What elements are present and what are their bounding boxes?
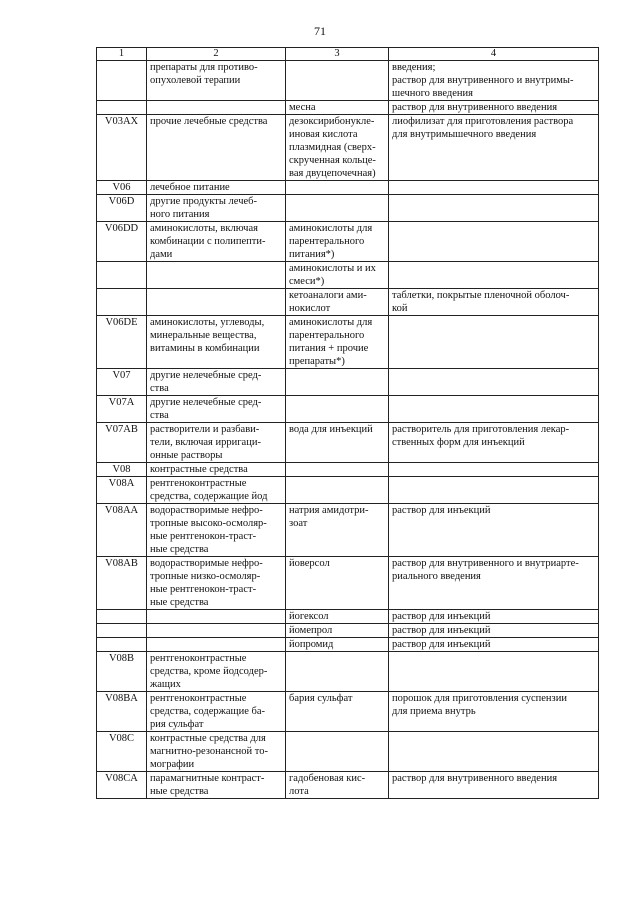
table-row	[97, 732, 599, 772]
cell-group	[147, 610, 286, 624]
cell-substance	[286, 652, 389, 692]
cell-group: аминокислоты, углеводы, минеральные вещества, витамины в комбинации	[147, 316, 286, 369]
cell-group: другие нелечебные сред- ства	[147, 396, 286, 423]
table-row	[97, 316, 599, 369]
cell-group	[147, 262, 286, 289]
cell-substance	[286, 61, 389, 101]
cell-form: раствор для инъекций	[389, 504, 599, 557]
cell-form	[389, 262, 599, 289]
table-row	[97, 262, 599, 289]
cell-group: водорастворимые нефро- тропные низко-осмоляр- ные рентгенокон-траст- ные средства	[147, 557, 286, 610]
cell-code: V06D	[97, 195, 147, 222]
cell-code: V06DE	[97, 316, 147, 369]
table-row	[97, 610, 599, 624]
cell-substance: бария сульфат	[286, 692, 389, 732]
cell-code: V07A	[97, 396, 147, 423]
table-row	[97, 624, 599, 638]
cell-code	[97, 638, 147, 652]
cell-group: рентгеноконтрастные средства, содержащие йод	[147, 477, 286, 504]
cell-form: таблетки, покрытые пленочной оболоч- кой	[389, 289, 599, 316]
cell-form	[389, 732, 599, 772]
cell-code: V03AX	[97, 115, 147, 181]
cell-group: другие нелечебные сред- ства	[147, 369, 286, 396]
cell-form: раствор для инъекций	[389, 624, 599, 638]
cell-form	[389, 316, 599, 369]
cell-substance: дезоксирибонукле- иновая кислота плазмидная (сверх- скрученная кольце- вая двуцепочечная)	[286, 115, 389, 181]
cell-substance: аминокислоты для парентерального питания*)	[286, 222, 389, 262]
table-row	[97, 772, 599, 799]
cell-code	[97, 101, 147, 115]
cell-substance: йоверсол	[286, 557, 389, 610]
table-row	[97, 181, 599, 195]
cell-form: растворитель для приготовления лекар- ственных форм для инъекций	[389, 423, 599, 463]
cell-group	[147, 624, 286, 638]
column-header-1: 1	[97, 48, 147, 61]
cell-code: V08AB	[97, 557, 147, 610]
cell-substance: йогексол	[286, 610, 389, 624]
cell-group: препараты для противо- опухолевой терапии	[147, 61, 286, 101]
cell-group	[147, 638, 286, 652]
cell-substance	[286, 181, 389, 195]
cell-group: парамагнитные контраст- ные средства	[147, 772, 286, 799]
table-row	[97, 396, 599, 423]
cell-form	[389, 652, 599, 692]
cell-group: другие продукты лечеб- ного питания	[147, 195, 286, 222]
cell-substance: аминокислоты и их смеси*)	[286, 262, 389, 289]
table-row	[97, 195, 599, 222]
cell-code: V08C	[97, 732, 147, 772]
cell-form: введения; раствор для внутривенного и внутримы- шечного введения	[389, 61, 599, 101]
cell-form: лиофилизат для приготовления раствора для внутримышечного введения	[389, 115, 599, 181]
table-row	[97, 222, 599, 262]
table-row	[97, 652, 599, 692]
cell-group: рентгеноконтрастные средства, содержащие ба- рия сульфат	[147, 692, 286, 732]
cell-form	[389, 369, 599, 396]
cell-group: водорастворимые нефро- тропные высоко-осмоляр- ные рентгенокон-траст- ные средства	[147, 504, 286, 557]
cell-substance	[286, 369, 389, 396]
cell-code	[97, 610, 147, 624]
cell-code: V08B	[97, 652, 147, 692]
cell-substance: йомепрол	[286, 624, 389, 638]
table-row	[97, 638, 599, 652]
cell-code: V06DD	[97, 222, 147, 262]
cell-form	[389, 181, 599, 195]
cell-form	[389, 195, 599, 222]
cell-group	[147, 101, 286, 115]
cell-group: контрастные средства для магнитно-резонансной то- мографии	[147, 732, 286, 772]
cell-form: порошок для приготовления суспензии для приема внутрь	[389, 692, 599, 732]
table-row	[97, 369, 599, 396]
cell-code: V08A	[97, 477, 147, 504]
cell-substance: натрия амидотри- зоат	[286, 504, 389, 557]
cell-form	[389, 463, 599, 477]
table-body	[97, 61, 599, 799]
cell-group: растворители и разбави- тели, включая ирригаци- онные растворы	[147, 423, 286, 463]
cell-substance	[286, 477, 389, 504]
cell-group: контрастные средства	[147, 463, 286, 477]
cell-code: V08CA	[97, 772, 147, 799]
cell-form: раствор для внутривенного введения	[389, 101, 599, 115]
cell-form	[389, 477, 599, 504]
table-row	[97, 101, 599, 115]
cell-form: раствор для внутривенного введения	[389, 772, 599, 799]
cell-form: раствор для внутривенного и внутриарте- риального введения	[389, 557, 599, 610]
column-header-3: 3	[286, 48, 389, 61]
cell-substance	[286, 732, 389, 772]
table-row	[97, 557, 599, 610]
table-row	[97, 463, 599, 477]
cell-code	[97, 289, 147, 316]
cell-code: V07AB	[97, 423, 147, 463]
cell-group	[147, 289, 286, 316]
drug-table	[96, 47, 599, 799]
cell-group: аминокислоты, включая комбинации с полипепти- дами	[147, 222, 286, 262]
column-header-2: 2	[147, 48, 286, 61]
cell-substance	[286, 195, 389, 222]
cell-form	[389, 396, 599, 423]
column-header-4: 4	[389, 48, 599, 61]
cell-code: V08BA	[97, 692, 147, 732]
cell-code: V07	[97, 369, 147, 396]
cell-form: раствор для инъекций	[389, 610, 599, 624]
cell-group: лечебное питание	[147, 181, 286, 195]
cell-code: V06	[97, 181, 147, 195]
cell-substance	[286, 396, 389, 423]
cell-code: V08	[97, 463, 147, 477]
table-row	[97, 692, 599, 732]
table-row	[97, 504, 599, 557]
table-row	[97, 477, 599, 504]
cell-code	[97, 624, 147, 638]
cell-substance: месна	[286, 101, 389, 115]
table-row	[97, 289, 599, 316]
cell-code	[97, 61, 147, 101]
page-number: 71	[314, 24, 326, 38]
cell-substance: вода для инъекций	[286, 423, 389, 463]
cell-code: V08AA	[97, 504, 147, 557]
cell-substance: аминокислоты для парентерального питания + прочие препараты*)	[286, 316, 389, 369]
cell-form	[389, 222, 599, 262]
cell-substance: гадобеновая кис- лота	[286, 772, 389, 799]
cell-substance: йопромид	[286, 638, 389, 652]
cell-group: прочие лечебные средства	[147, 115, 286, 181]
cell-substance	[286, 463, 389, 477]
cell-group: рентгеноконтрастные средства, кроме йодсодер- жащих	[147, 652, 286, 692]
table-row	[97, 61, 599, 101]
table-row	[97, 115, 599, 181]
cell-substance: кетоаналоги ами- нокислот	[286, 289, 389, 316]
cell-form: раствор для инъекций	[389, 638, 599, 652]
cell-code	[97, 262, 147, 289]
table-row	[97, 423, 599, 463]
table-header-row	[97, 48, 599, 61]
